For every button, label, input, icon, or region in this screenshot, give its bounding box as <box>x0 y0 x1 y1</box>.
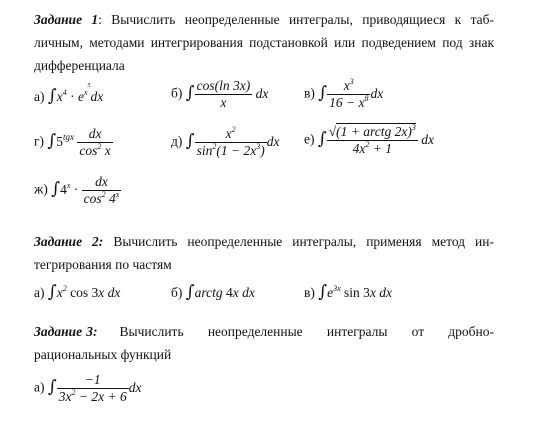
t1a-formula: $\int x^4 \cdot e^{x^5}dx$ <box>47 83 104 106</box>
t2-item-b: б) ∫arctg 4x dx <box>171 282 255 302</box>
t3-item-a: а) ∫ $\frac{-1}{3x^2 - 2x + 6}$ dx <box>34 372 142 404</box>
t2v-formula: $\int e^{3x}$ sin 3x dx <box>318 282 393 302</box>
t1-item-b: б) ∫ $\frac{\cos(\ln 3x)}{x}$ dx <box>171 78 269 110</box>
t1v-formula: ∫ $\frac{x^3}{16 - x^8}$ dx <box>318 77 384 110</box>
task-3-line-1: Задание 3: Вычислить неопределенные интегралы от дробно- <box>34 324 494 339</box>
t1-item-zh: ж) $\int 4^x$ · $\frac{dx}{\cos^2 4^x}$ <box>34 174 120 206</box>
t1-item-a: а) $\int x^4 \cdot e^{x^5}dx$ <box>34 83 104 106</box>
t2b-formula: ∫arctg 4x dx <box>185 282 255 302</box>
task-1-line-1: Задание 1: Вычислить неопределенные интегралы, приводящиеся к таб- <box>34 12 494 27</box>
t1-item-d: д) ∫ $\frac{x^2}{\sin^2(1 - 2x^3)}$ dx <box>171 125 280 158</box>
t1b-formula: ∫ $\frac{\cos(\ln 3x)}{x}$ dx <box>185 78 269 110</box>
task-2-text <box>34 230 494 276</box>
t1-item-e: е) ∫ $\frac{√(1 + arctg 2x)^3}{4x^2 + 1}$ dx <box>304 123 435 156</box>
task-2-line-1: Задание 2: Вычислить неопределенные интегралы, применяя метод ин- <box>34 234 494 249</box>
t1-item-v: в) ∫ $\frac{x^3}{16 - x^8}$ dx <box>304 77 384 110</box>
task-2-line-2: тегрирования по частям <box>34 257 172 272</box>
task-1-line-3: дифференциала <box>34 58 125 73</box>
task-3-text <box>34 320 494 366</box>
t1zh-formula: $\int 4^x$ · $\frac{dx}{\cos^2 4^x}$ <box>51 174 120 206</box>
task-3-line-2: рациональных функций <box>34 347 172 362</box>
t2a-formula: $\int x^2$ cos 3x dx <box>47 282 121 302</box>
t2-item-a: а) $\int x^2$ cos 3x dx <box>34 282 121 302</box>
t1-item-g: г) $\int 5^{tgx}$ $\frac{dx}{\cos^2 x}$ <box>34 126 111 158</box>
task-1-line-2: личным, методами интегрирования подстановкой или подведением под знак <box>34 35 494 50</box>
t2-item-v: в) $\int e^{3x}$ sin 3x dx <box>304 282 393 302</box>
task-2-heading: Задание 2: <box>34 234 104 249</box>
task-1-heading: Задание 1 <box>34 12 99 27</box>
t1e-formula: ∫ $\frac{√(1 + arctg 2x)^3}{4x^2 + 1}$ dx <box>317 123 435 156</box>
t1g-formula: $\int 5^{tgx}$ $\frac{dx}{\cos^2 x}$ <box>47 126 111 158</box>
t3a-formula: ∫ $\frac{-1}{3x^2 - 2x + 6}$ dx <box>47 372 142 404</box>
task-3-heading: Задание 3: <box>34 324 98 339</box>
t1d-formula: ∫ $\frac{x^2}{\sin^2(1 - 2x^3)}$ dx <box>185 125 280 158</box>
task-1-text <box>34 8 494 77</box>
